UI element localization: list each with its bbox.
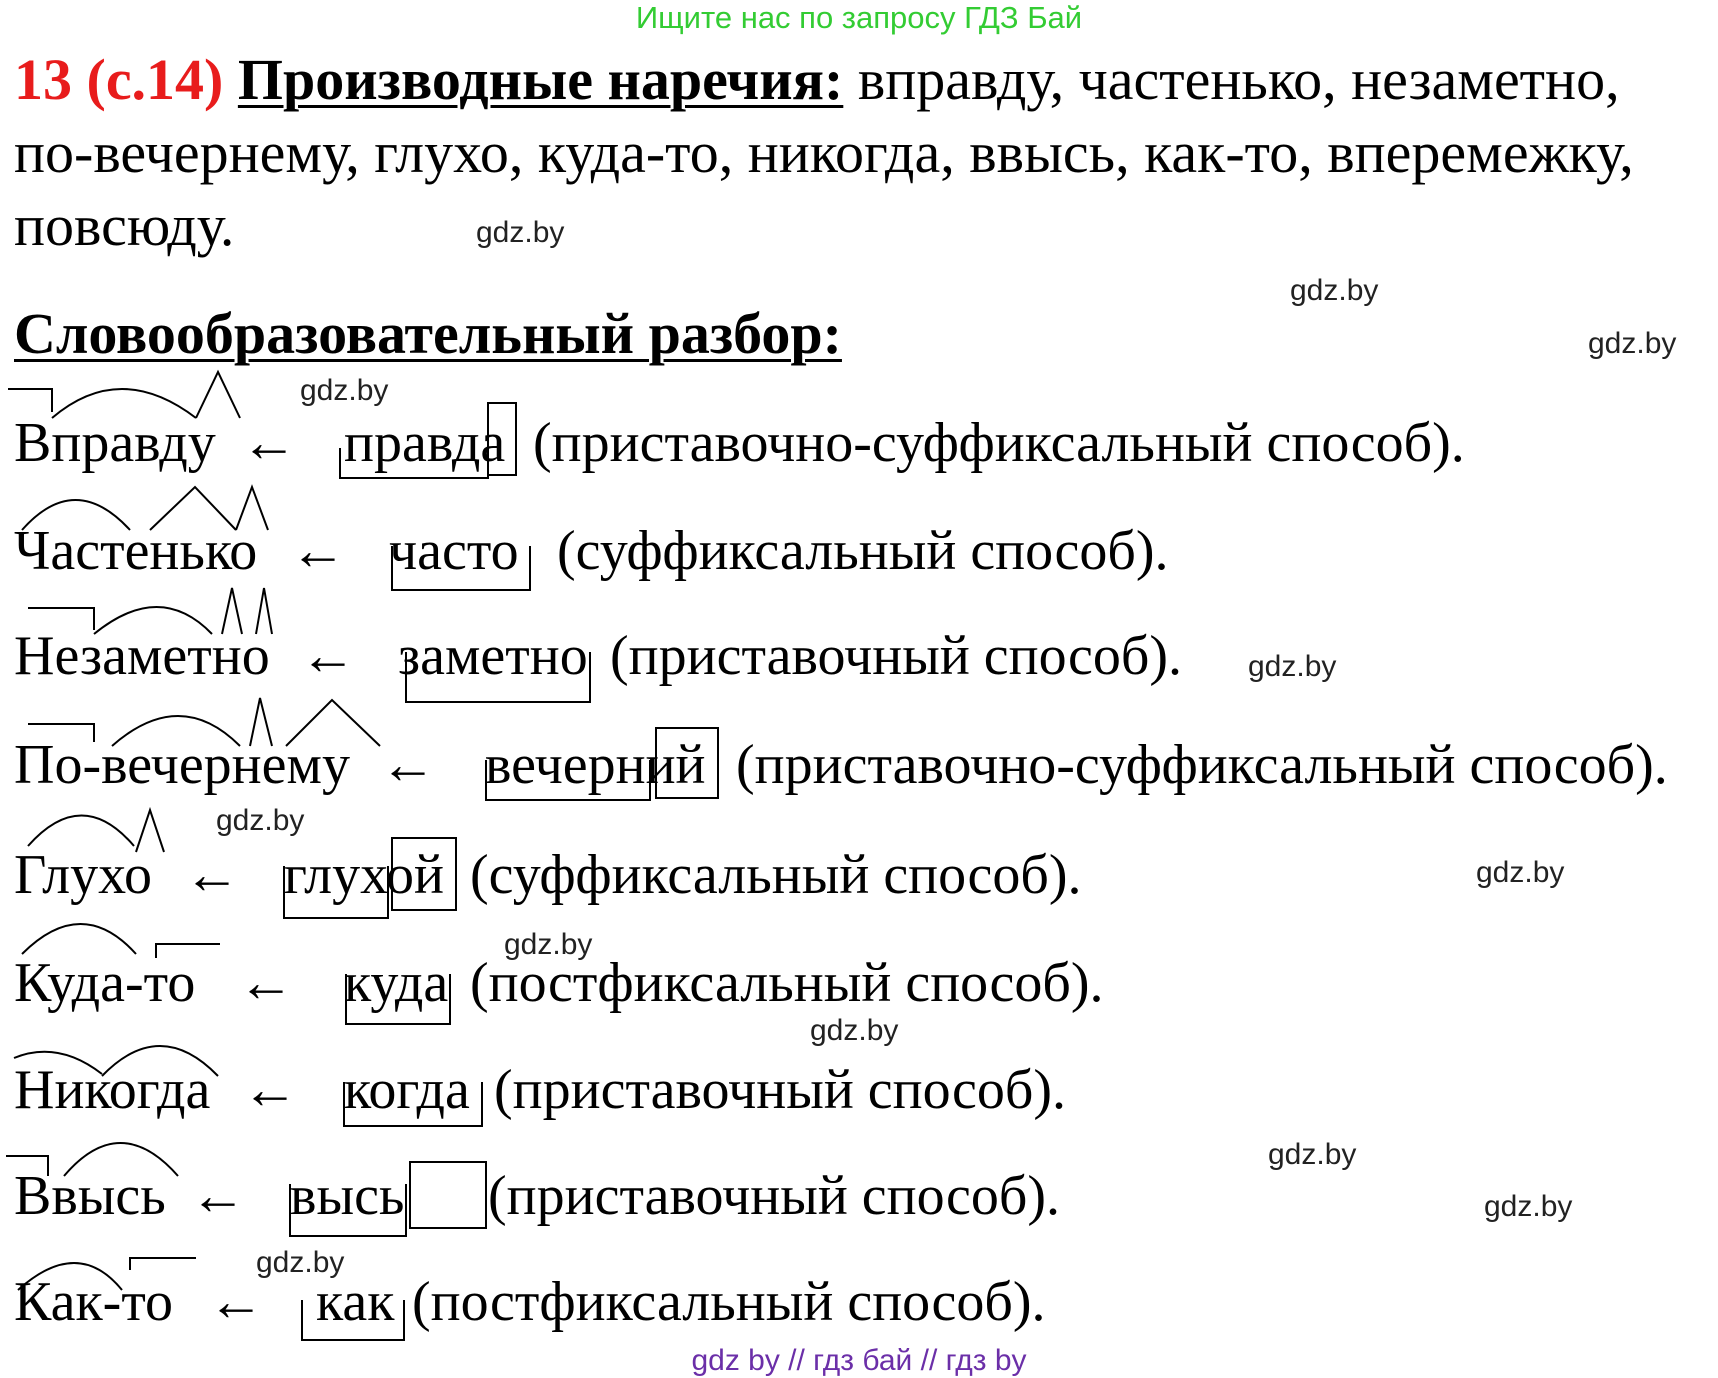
search-hint-link[interactable]: Ищите нас по запросу ГДЗ Бай [635,0,1083,35]
derivation-arrow: ← [208,1271,264,1333]
watermark: gdz.by [504,928,593,961]
root-arc [22,924,136,954]
exercise-heading: Производные наречия: [237,47,844,112]
watermark: gdz.by [810,1014,899,1047]
formation-method: (приставочно-суффиксальный способ). [533,412,1465,474]
derived-word: Незаметно [14,625,270,687]
exercise-line-3: повсюду. [14,193,235,258]
analysis-row [14,1270,173,1334]
base-word: как [316,1271,395,1333]
derived-word: Ввысь [14,1165,166,1227]
analysis-row [14,951,195,1015]
analysis-row [14,843,152,907]
watermark: gdz.by [216,804,305,837]
derived-word: Как-то [14,1271,174,1333]
analysis-row [14,411,216,475]
derivation-arrow: ← [380,734,436,796]
analysis-row [14,1058,210,1122]
watermark: gdz.by [300,374,389,407]
derived-word: Никогда [14,1059,211,1121]
watermark: gdz.by [1268,1138,1357,1171]
formation-method: (постфиксальный способ). [470,952,1104,1014]
analysis-row [14,624,270,688]
derived-word: Глухо [14,844,152,906]
ending-box [410,1162,486,1228]
watermark: gdz.by [1588,327,1677,360]
base-word: высь [290,1165,405,1227]
root-arc [28,816,134,847]
derived-word: По-вечернему [14,734,350,796]
watermark: gdz.by [1484,1190,1573,1223]
exercise-line-1 [14,44,1620,116]
derivation-arrow: ← [190,1165,246,1227]
watermark: gdz.by [1248,650,1337,683]
analysis-row [14,519,257,583]
derived-word: Куда-то [14,952,196,1014]
footer-links[interactable]: gdz by // гдз бай // гдз by [691,1344,1027,1377]
derived-word: Частенько [14,520,258,582]
base-word: часто [389,520,519,582]
derivation-arrow: ← [300,625,356,687]
formation-method: (постфиксальный способ). [412,1271,1046,1333]
base-word: когда [344,1059,470,1121]
postfix-mark [130,1258,196,1270]
derivation-arrow: ← [242,1059,298,1121]
derivation-arrow: ← [184,844,240,906]
base-word: куда [344,952,449,1014]
formation-method: (суффиксальный способ). [557,520,1169,582]
formation-method: (суффиксальный способ). [470,844,1082,906]
base-word: глухой [284,844,444,906]
analysis-row [14,1164,166,1228]
exercise-line-2: по-вечернему, глухо, куда-то, никогда, ввысь, как-то, вперемежку, [14,120,1634,185]
base-word: заметно [398,625,588,687]
formation-method: (приставочный способ). [610,625,1183,687]
formation-method: (приставочный способ). [494,1059,1067,1121]
exercise-words-1: вправду, частенько, незаметно, [843,47,1620,112]
formation-method: (приставочный способ). [488,1165,1061,1227]
analysis-row [14,733,350,797]
base-word: правда [344,412,506,474]
prefix-mark [8,389,52,412]
watermark: gdz.by [476,216,565,249]
watermark: gdz.by [256,1246,345,1279]
base-word: вечерний [485,734,706,796]
derivation-arrow: ← [241,412,297,474]
watermark: gdz.by [1290,274,1379,307]
derivation-arrow: ← [238,952,294,1014]
exercise-number: 13 (с.14) [14,47,224,112]
analysis-heading: Словообразовательный разбор: [14,301,842,366]
derived-word: Вправду [14,412,216,474]
formation-method: (приставочно-суффиксальный способ). [736,734,1668,796]
derivation-arrow: ← [290,520,346,582]
watermark: gdz.by [1476,856,1565,889]
